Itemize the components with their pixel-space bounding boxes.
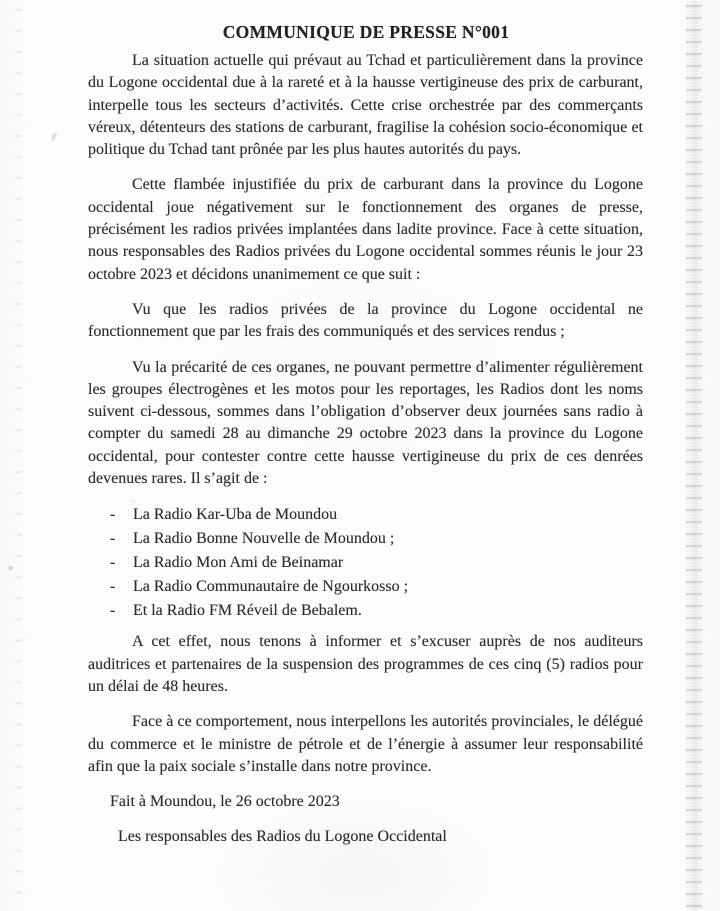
paragraph-situation: La situation actuelle qui prévaut au Tchad et particulièrement dans la province du Logone occidental due à la rareté et à la hausse vertigineuse des prix de carburant, interpelle tous les secteurs d’activités. Cette crise orchestrée par des commerçants véreux, détenteurs des stations de carburant, fragilise la cohésion socio-économique et politique du Tchad tant prônée par les plus hautes autorités du pays. xyxy=(88,52,643,159)
signature-line: Les responsables des Radios du Logone Occidental xyxy=(118,828,447,846)
list-item-radio-kar-uba: - La Radio Kar-Uba de Moundou xyxy=(88,503,643,527)
radio-list xyxy=(88,503,643,623)
document-body xyxy=(88,50,643,862)
paragraph-a-cet-effet: A cet effet, nous tenons à informer et s’excuser auprès de nos auditeurs auditrices et partenaires de la suspension des programmes de ces cinq (5) radios pour un délai de 48 heures. xyxy=(88,633,643,695)
document-title: COMMUNIQUE DE PRESSE N°001 xyxy=(222,22,510,42)
list-item-radio-bonne-nouvelle: - La Radio Bonne Nouvelle de Moundou ; xyxy=(88,527,643,551)
dateline: Fait à Moundou, le 26 octobre 2023 xyxy=(110,793,340,811)
scan-artifact xyxy=(51,132,58,142)
paragraph-flambee: Cette flambée injustifiée du prix de carburant dans la province du Logone occidental joue négativement sur le fonctionnement des organes de presse, précisément les radios privées implantées dans ladite province. Face à cette situation, nous responsables des Radios privées du Logone occidental sommes réunis le jour 23 octobre 2023 et décidons unanimement ce que suit : xyxy=(88,176,643,283)
list-item-radio-fm-reveil: - Et la Radio FM Réveil de Bebalem. xyxy=(88,599,643,623)
scan-noise-left-strip xyxy=(16,0,22,911)
list-item-radio-mon-ami: - La Radio Mon Ami de Beinamar xyxy=(88,551,643,575)
scan-artifact xyxy=(8,566,13,570)
scan-noise-right-strip xyxy=(686,0,702,911)
paragraph-vu-precarite: Vu la précarité de ces organes, ne pouvant permettre d’alimenter régulièrement les groupes électrogènes et les motos pour les reportages, les Radios dont les noms suivent ci-dessous, sommes dans l’obligation d’observer deux journées sans radio à compter du samedi 28 au dimanche 29 octobre 2023 dans la province du Logone occidental, pour contester contre cette hausse vertigineuse du prix de ces denrées devenues rares. Il s’agit de : xyxy=(88,358,643,488)
paragraph-vu-que: Vu que les radios privées de la province du Logone occidental ne fonctionnement que par les frais des communiqués et des services rendus ; xyxy=(88,300,643,341)
list-item-radio-communautaire: - La Radio Communautaire de Ngourkosso ; xyxy=(88,575,643,599)
paragraph-face-comportement: Face à ce comportement, nous interpellons les autorités provinciales, le délégué du commerce et le ministre de pétrole et de l’énergie à assumer leur responsabilité afin que la paix sociale s’installe dans notre province. xyxy=(88,713,643,775)
